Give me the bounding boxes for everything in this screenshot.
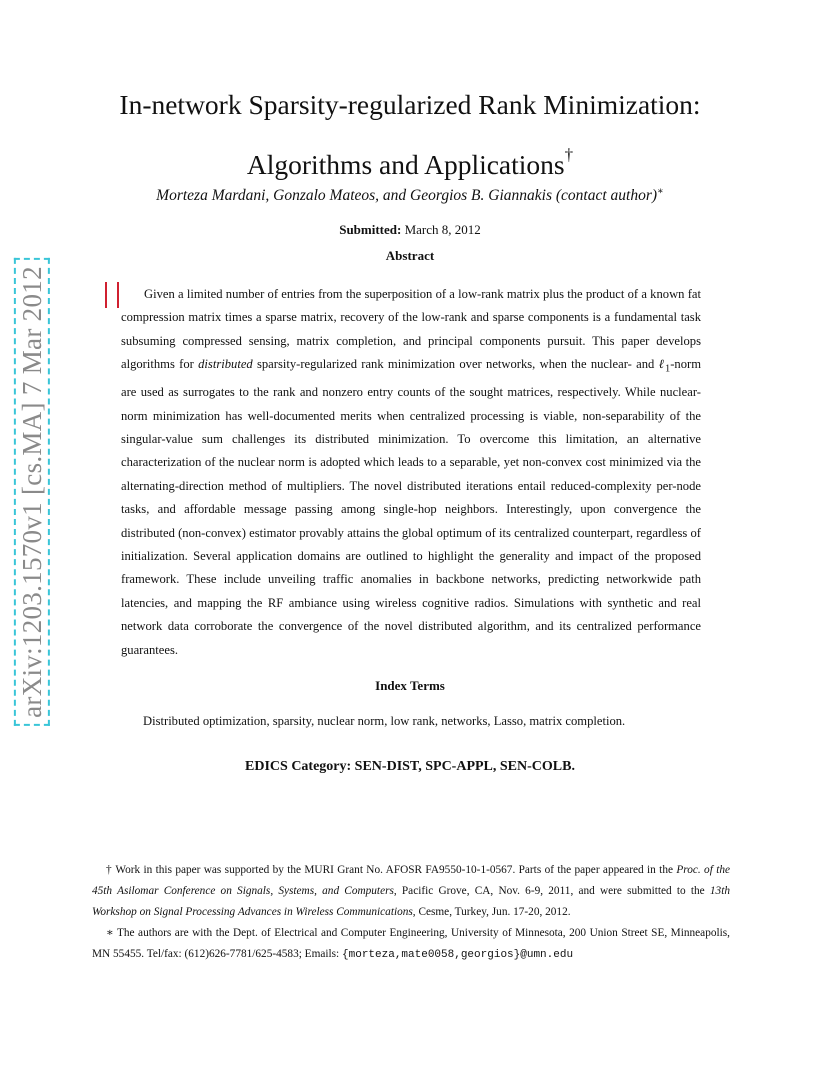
author-list bbox=[60, 186, 760, 205]
index-terms-heading: Index Terms bbox=[375, 678, 445, 693]
title-dagger-mark: † bbox=[564, 145, 574, 164]
edics-category: EDICS Category: SEN-DIST, SPC-APPL, SEN-COLB. bbox=[245, 759, 575, 774]
footnote-1-text-1: Work in this paper was supported by the MURI Grant No. AFOSR FA9550-10-1-0567. Parts of the paper appeared in the bbox=[112, 864, 677, 876]
arxiv-identifier-stamp bbox=[14, 262, 50, 722]
abstract-body bbox=[121, 283, 701, 662]
footnote-affiliation bbox=[92, 923, 730, 966]
abstract-text-2: sparsity-regularized rank minimization over networks, when the nuclear- and bbox=[252, 357, 659, 372]
abstract-emphasis: distributed bbox=[198, 357, 253, 372]
footnote-1-venue-1: Proc. of the 45th Asilomar Conference on Signals, Systems, and Computers bbox=[92, 864, 730, 897]
author-footnote-mark: ∗ bbox=[657, 186, 664, 197]
footnote-2-mark: ∗ bbox=[106, 927, 114, 939]
footnote-1-mark: † bbox=[106, 864, 113, 876]
title-line-2: Algorithms and Applications bbox=[246, 149, 565, 180]
footnote-funding bbox=[92, 860, 730, 923]
footnote-2-text: The authors are with the Dept. of Electrical and Computer Engineering, University of Minnesota, 200 Union Street SE, Minneapolis, MN 55455. Tel/fax: (612)626-7781/625-4583; Emails: bbox=[92, 927, 730, 960]
footnote-1-text-2: , Pacific Grove, CA, Nov. 6-9, 2011, and were submitted to the bbox=[393, 885, 710, 897]
footnote-1-venue-2: 13th Workshop on Signal Processing Advances in Wireless Communications bbox=[92, 885, 730, 918]
change-bar-marker bbox=[105, 282, 119, 308]
submission-date bbox=[60, 222, 760, 238]
author-names: Morteza Mardani, Gonzalo Mateos, and Georgios B. Giannakis (contact author) bbox=[156, 187, 658, 205]
abstract-heading: Abstract bbox=[385, 248, 435, 263]
abstract-text-1: Given a limited number of entries from the superposition of a low-rank matrix plus the product of a known fat compression matrix times a sparse matrix, recovery of the low-rank and sparse components is a fundamental task subsuming compressed sensing, matrix completion, and principal components pursuit. This paper develops algorithms for bbox=[121, 287, 701, 372]
paper-title bbox=[60, 80, 760, 190]
ell-symbol: ℓ bbox=[658, 357, 665, 372]
title-line-1: In-network Sparsity-regularized Rank Minimization: bbox=[119, 89, 701, 120]
index-terms-text: Distributed optimization, sparsity, nuclear norm, low rank, networks, Lasso, matrix completion. bbox=[143, 714, 626, 728]
footnote-1-text-3: , Cesme, Turkey, Jun. 17-20, 2012. bbox=[412, 906, 571, 918]
arxiv-identifier-text: arXiv:1203.1570v1 [cs.MA] 7 Mar 2012 bbox=[14, 258, 50, 726]
submitted-label: Submitted: bbox=[339, 222, 402, 237]
ell-subscript: 1 bbox=[664, 363, 671, 375]
submitted-date: March 8, 2012 bbox=[404, 222, 481, 237]
author-emails: {morteza,mate0058,georgios}@umn.edu bbox=[342, 949, 574, 961]
abstract-text-3: -norm are used as surrogates to the rank and nonzero entry counts of the sought matrices, respectively. While nuclear-norm minimization has well-documented merits when centralized processing is viable, non-separability of the singular-value sum challenges its distributed minimization. To overcome this limitation, an alternative characterization of the nuclear norm is adopted which leads to a separable, yet non-convex cost minimized via the alternating-direction method of multipliers. The novel distributed iterations entail reduced-complexity per-node tasks, and affordable message passing among single-hop neighbors. Interestingly, upon convergence the distributed (non-convex) estimator provably attains the global optimum of its centralized counterpart, regardless of initialization. Several application domains are outlined to highlight the generality and impact of the proposed framework. These include unveiling traffic anomalies in backbone networks, predicting networkwide path latencies, and mapping the RF ambiance using wireless cognitive radios. Simulations with synthetic and real network data corroborate the convergence of the novel distributed algorithm, and its centralized performance guarantees. bbox=[121, 357, 701, 657]
